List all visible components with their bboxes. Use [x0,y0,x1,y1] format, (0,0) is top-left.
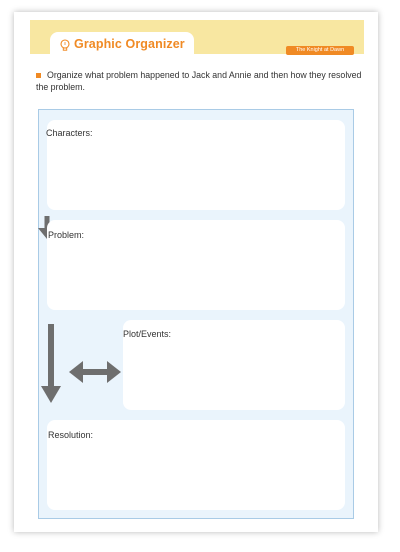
instructions-text: Organize what problem happened to Jack and Annie and then how they resolved the problem. [36,70,362,92]
plot-events-label: Plot/Events: [123,329,172,339]
plot-events-box[interactable] [123,320,345,410]
characters-box[interactable] [47,120,345,210]
page-title: Graphic Organizer [74,37,185,51]
graphic-organizer [38,109,354,519]
resolution-label: Resolution: [48,430,94,440]
problem-label: Problem: [48,230,85,240]
resolution-box[interactable] [47,420,345,510]
problem-box[interactable] [47,220,345,310]
characters-label: Characters: [46,128,93,138]
arrow-down-icon [41,324,61,404]
book-title-badge: The Knight at Dawn [286,46,354,55]
double-arrow-horizontal-icon [69,360,121,384]
lightbulb-icon [58,38,72,52]
worksheet-page [14,12,378,532]
